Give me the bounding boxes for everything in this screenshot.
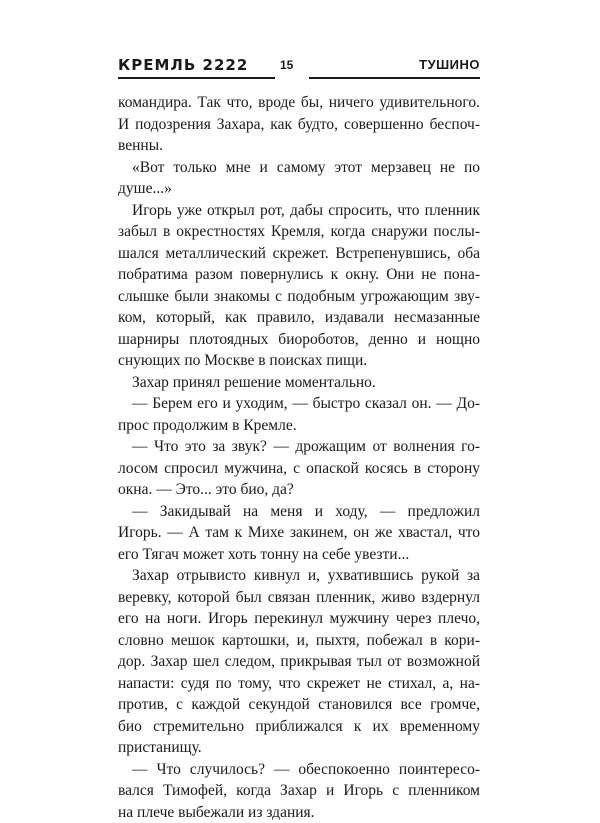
text-line: окна. — Это... это био, да? [118, 479, 480, 501]
text-line: дор. Захар шел следом, прикрывая тыл от возможной [118, 651, 480, 673]
text-line: И подозрения Захара, как будто, совершенно беспоч- [118, 114, 480, 136]
text-line: Игорь. — А там к Михе закинем, он же хвастал, что [118, 522, 480, 544]
text-line: прос продолжим в Кремле. [118, 415, 480, 437]
text-line: — Берем его и уходим, — быстро сказал он. — До- [118, 393, 480, 415]
text-line: душе...» [118, 178, 480, 200]
text-line: побратима разом повернулись к окну. Они не пона- [118, 264, 480, 286]
text-line: снующих по Москве в поисках пищи. [118, 350, 480, 372]
header-rule-left [118, 77, 275, 79]
text-line: шарниры плотоядных биороботов, денно и нощно [118, 329, 480, 351]
text-line: био стремительно приближался к их временному [118, 716, 480, 738]
chapter-title: ТУШИНО [419, 57, 480, 73]
text-line: лосом спросил мужчина, с опаской косясь в сторону [118, 458, 480, 480]
text-line: против, с каждой секундой становился все громче, [118, 694, 480, 716]
text-line: Игорь уже открыл рот, дабы спросить, что пленник [118, 200, 480, 222]
text-line: шался металлический скрежет. Встрепенувшись, оба [118, 243, 480, 265]
running-title: КРЕМЛЬ 2222 [118, 56, 248, 74]
page-header [118, 56, 480, 80]
text-line: его на ноги. Игорь перекинул мужчину через плечо, [118, 608, 480, 630]
text-line: слышке были знакомы с подобным угрожающим зву- [118, 286, 480, 308]
text-line: Захар отрывисто кивнул и, ухватившись рукой за [118, 565, 480, 587]
text-line: забыл в окрестностях Кремля, когда снаружи послы- [118, 221, 480, 243]
text-line: вался Тимофей, когда Захар и Игорь с пленником [118, 780, 480, 802]
text-line: веревку, которой был связан пленник, живо вздернул [118, 587, 480, 609]
text-line: «Вот только мне и самому этот мерзавец не по [118, 157, 480, 179]
body-text [118, 92, 480, 823]
text-line: Захар принял решение моментально. [118, 372, 480, 394]
header-rule-right [309, 77, 480, 79]
text-line: — Закидывай на меня и ходу, — предложил [118, 501, 480, 523]
text-line: ком, который, как правило, издавали несмазанные [118, 307, 480, 329]
text-line: пристанищу. [118, 737, 480, 759]
text-line: венны. [118, 135, 480, 157]
page-number: 15 [280, 58, 293, 72]
text-line: напасти: судя по тому, что скрежет не стихал, а, на- [118, 673, 480, 695]
text-line: командира. Так что, вроде бы, ничего удивительного. [118, 92, 480, 114]
text-line: словно мешок картошки, и, пыхтя, побежал в кори- [118, 630, 480, 652]
text-line: на плече выбежали из здания. [118, 802, 480, 823]
text-line: его Тягач может хоть тонну на себе увезти... [118, 544, 480, 566]
text-line: — Что случилось? — обеспокоенно поинтересо- [118, 759, 480, 781]
text-line: — Что это за звук? — дрожащим от волнения го- [118, 436, 480, 458]
